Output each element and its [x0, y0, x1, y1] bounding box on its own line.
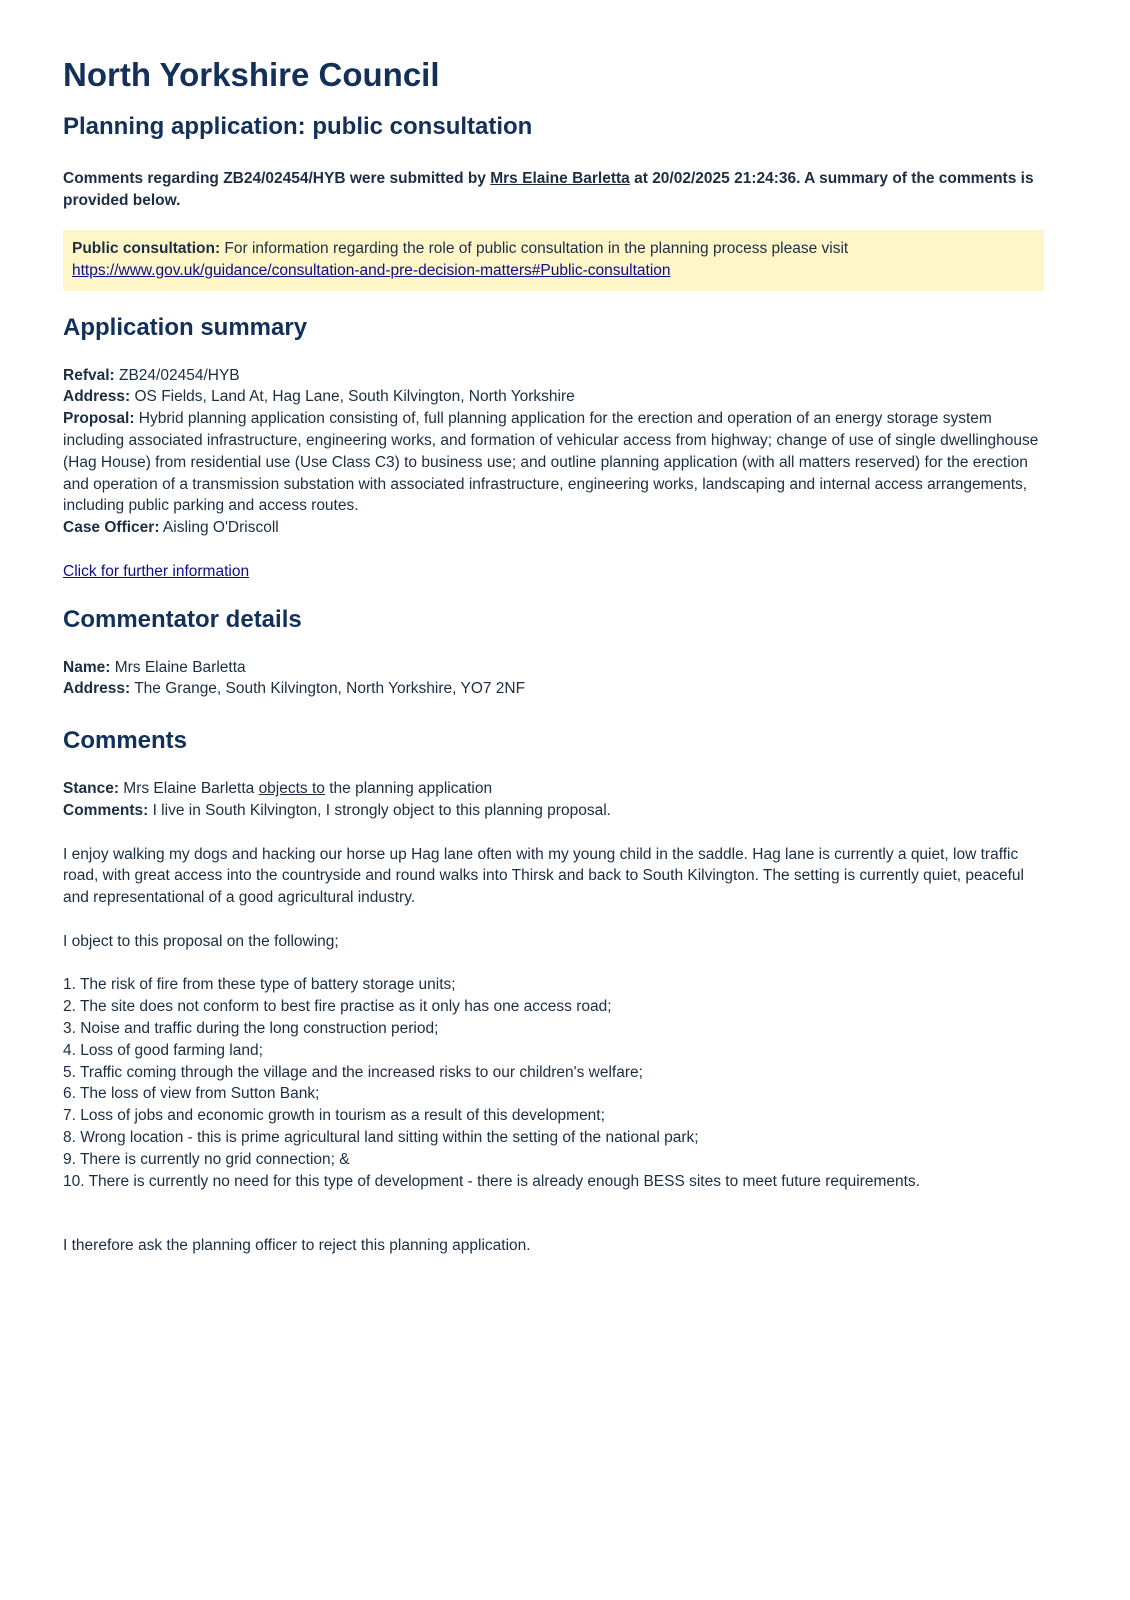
intro-prefix: Comments regarding ZB24/02454/HYB were submitted by: [63, 170, 491, 187]
commentator-heading: Commentator details: [63, 605, 302, 633]
list-item: 6. The loss of view from Sutton Bank;: [63, 1085, 320, 1103]
objection-list: [63, 974, 1044, 1192]
further-info-row: [63, 561, 1044, 583]
proposal-value: Hybrid planning application consisting of, full planning application for the erection and operation of an energy storage system including associated infrastructure, engineering works, and formation of vehicular access from highway; change of use of single dwellinghouse (Hag House) from residential use (Use Class C3) to business use; and outline planning application (with all matters reserved) for the erection and operation of a transmission substation with associated infrastructure, engineering works, landscaping and internal access arrangements, including public parking and access routes.: [63, 410, 1039, 515]
stance-prefix: Mrs Elaine Barletta: [119, 780, 259, 798]
notice-text: For information regarding the role of public consultation in the planning process please visit: [220, 240, 849, 257]
list-item: 10. There is currently no need for this type of development - there is already enough BESS sites to meet future requirements.: [63, 1172, 920, 1190]
comments-body: [63, 778, 1044, 1257]
list-item: 5. Traffic coming through the village and the increased risks to our children's welfare;: [63, 1063, 643, 1081]
stance-suffix: the planning application: [324, 780, 493, 798]
refval-value: ZB24/02454/HYB: [114, 366, 240, 384]
refval-label: Refval:: [63, 366, 115, 384]
comments-row: [63, 800, 1044, 822]
notice-label: Public consultation:: [72, 240, 221, 257]
public-consultation-notice: [63, 230, 1044, 291]
comments-heading: Comments: [63, 727, 188, 755]
further-information-link[interactable]: Click for further information: [63, 562, 250, 580]
list-item: 9. There is currently no grid connection; &: [63, 1150, 350, 1168]
submission-intro: [63, 168, 1044, 212]
comment-paragraph-1: I enjoy walking my dogs and hacking our horse up Hag lane often with my young child in the saddle. Hag lane is currently a quiet, low traffic road, with great access into the countryside and round walks into Thirsk and back to South Kilvington. The setting is currently quiet, peaceful and representational of a good agricultural industry.: [63, 845, 1024, 907]
list-item: 7. Loss of jobs and economic growth in tourism as a result of this development;: [63, 1107, 605, 1125]
address-value: OS Fields, Land At, Hag Lane, South Kilvington, North Yorkshire: [130, 388, 575, 406]
commenter-link[interactable]: Mrs Elaine Barletta: [490, 170, 630, 187]
commentator-name-value: Mrs Elaine Barletta: [110, 658, 246, 676]
list-item: 4. Loss of good farming land;: [63, 1041, 263, 1059]
application-summary: [63, 365, 1044, 583]
council-title: North Yorkshire Council: [63, 56, 440, 93]
application-summary-heading: Application summary: [63, 313, 308, 341]
consultation-guidance-link[interactable]: https://www.gov.uk/guidance/consultation-and-pre-decision-matters#Public-consultation: [72, 261, 671, 279]
list-item: 3. Noise and traffic during the long construction period;: [63, 1019, 439, 1037]
comments-label: Comments:: [63, 801, 149, 819]
stance-label: Stance:: [63, 780, 119, 798]
comment-paragraph-2: I object to this proposal on the following;: [63, 932, 339, 950]
list-item: 2. The site does not conform to best fire practise as it only has one access road;: [63, 998, 612, 1016]
refval-row: [63, 365, 1044, 387]
stance-row: [63, 778, 1044, 800]
proposal-label: Proposal:: [63, 410, 135, 428]
commentator-address-value: The Grange, South Kilvington, North Yorkshire, YO7 2NF: [130, 680, 526, 698]
list-item: 8. Wrong location - this is prime agricultural land sitting within the setting of the national park;: [63, 1128, 699, 1146]
commentator-name-label: Name:: [63, 658, 111, 676]
proposal-row: [63, 408, 1044, 517]
comments-first-line: I live in South Kilvington, I strongly object to this planning proposal.: [148, 801, 611, 819]
case-officer-label: Case Officer:: [63, 519, 160, 537]
commentator-address-label: Address:: [63, 680, 131, 698]
closing-statement: I therefore ask the planning officer to reject this planning application.: [63, 1237, 531, 1255]
intro-suffix: at 20/02/2025 21:24:36. A summary of the comments is provided below.: [63, 170, 1034, 209]
case-officer-value: Aisling O'Driscoll: [159, 519, 279, 537]
case-officer-row: [63, 517, 1044, 539]
address-label: Address:: [63, 388, 131, 406]
commentator-address-row: [63, 678, 1044, 700]
stance-link[interactable]: objects to: [258, 780, 325, 798]
commentator-name-row: [63, 657, 1044, 679]
commentator-details: [63, 657, 1044, 701]
page-subtitle: Planning application: public consultation: [63, 113, 533, 140]
list-item: 1. The risk of fire from these type of battery storage units;: [63, 976, 456, 994]
address-row: [63, 386, 1044, 408]
